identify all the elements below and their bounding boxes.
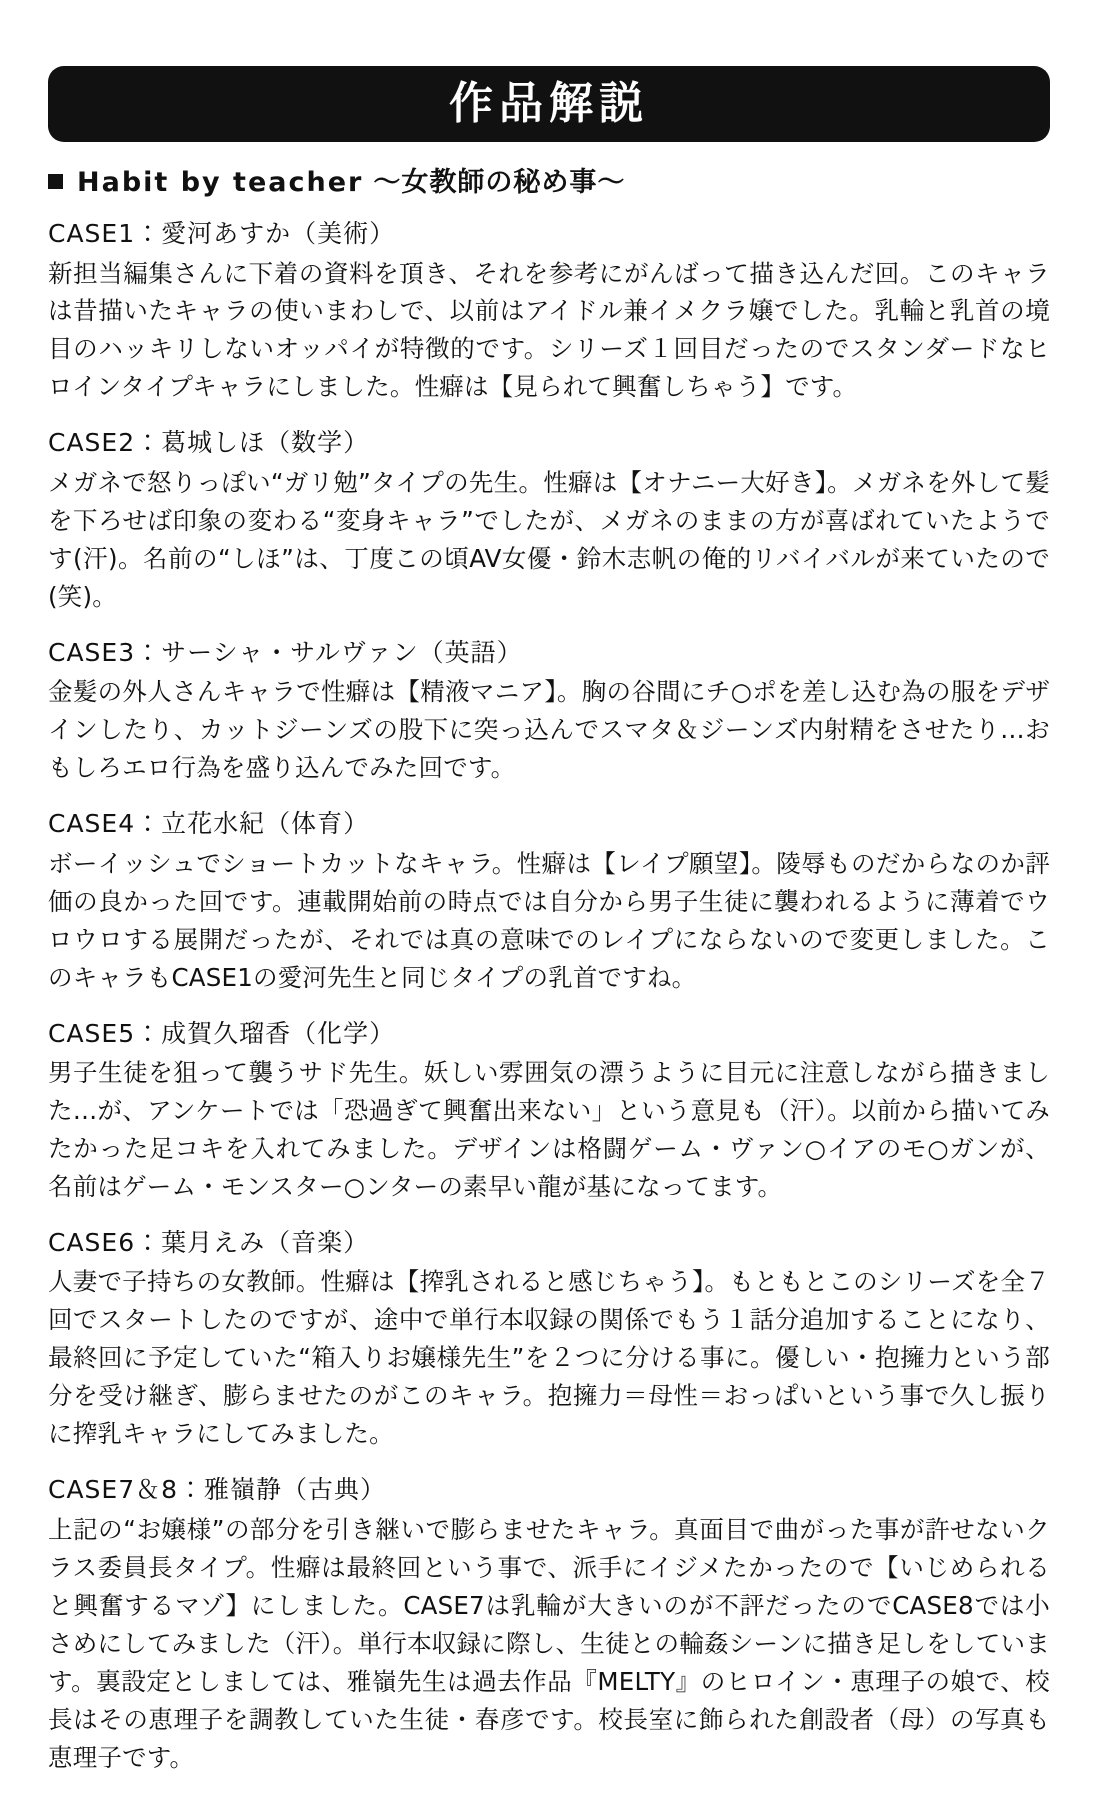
case-block — [48, 1471, 1050, 1776]
case-block — [48, 805, 1050, 996]
series-title-jp: 〜女教師の秘め事〜 — [373, 167, 626, 198]
case-title: CASE2：葛城しほ（数学） — [48, 428, 370, 458]
case-block — [48, 1224, 1050, 1453]
square-bullet-icon — [48, 174, 63, 189]
case-body: 男子生徒を狙って襲うサド先生。妖しい雰囲気の漂うように目元に注意しながら描きました…が、アンケートでは「恐過ぎて興奮出来ない」という意見も（汗）。以前から描いてみたかった足コキを入れてみました。デザインは格闘ゲーム・ヴァン○イアのモ○ガンが、名前はゲーム・モンスター○ンターの素早い龍が基になってます。 — [48, 1058, 1050, 1201]
case-body: 上記の“お嬢様”の部分を引き継いで膨らませたキャラ。真面目で曲がった事が許せないクラス委員長タイプ。性癖は最終回という事で、派手にイジメたかったので【いじめられると興奮するマゾ】にしました。CASE7は乳輪が大きいのが不評だったのでCASE8では小さめにしてみました（汗）。単行本収録に際し、生徒との輪姦シーンに描き足しをしています。裏設定としましては、雅嶺先生は過去作品『MELTY』のヒロイン・恵理子の娘で、校長はその恵理子を調教していた生徒・春彦です。校長室に飾られた創設者（母）の写真も恵理子です。 — [48, 1514, 1050, 1772]
series-heading — [48, 160, 1050, 199]
case-body: 新担当編集さんに下着の資料を頂き、それを参考にがんばって描き込んだ回。このキャラは昔描いたキャラの使いまわしで、以前はアイドル兼イメクラ嬢でした。乳輪と乳首の境目のハッキリしないオッパイが特徴的です。シリーズ１回目だったのでスタンダードなヒロインタイプキャラにしました。性癖は【見られて興奮しちゃう】です。 — [48, 258, 1051, 402]
case-block — [48, 1015, 1050, 1206]
case-block — [48, 424, 1050, 615]
case-title: CASE7＆8：雅嶺静（古典） — [48, 1475, 387, 1505]
case-title: CASE5：成賀久瑠香（化学） — [48, 1018, 396, 1048]
case-title: CASE3：サーシャ・サルヴァン（英語） — [48, 637, 523, 667]
series-title-en: Habit by teacher — [77, 167, 364, 198]
page-title: 作品解説 — [449, 78, 649, 129]
page-title-banner — [48, 66, 1050, 142]
case-body: メガネで怒りっぽい“ガリ勉”タイプの先生。性癖は【オナニー大好き】。メガネを外して髪を下ろせば印象の変わる“変身キャラ”でしたが、メガネのままの方が喜ばれていたようです(汗)。名前の“しほ”は、丁度この頃AV女優・鈴木志帆の俺的リバイバルが来ていたので(笑)。 — [48, 467, 1050, 611]
case-title: CASE4：立花水紀（体育） — [48, 809, 370, 839]
case-body: 人妻で子持ちの女教師。性癖は【搾乳されると感じちゃう】。もともとこのシリーズを全７回でスタートしたのですが、途中で単行本収録の関係でもう１話分追加することになり、最終回に予定していた“箱入りお嬢様先生”を２つに分ける事に。優しい・抱擁力という部分を受け継ぎ、膨らませたのがこのキャラ。抱擁力＝母性＝おっぱいという事で久し振りに搾乳キャラにしてみました。 — [48, 1267, 1050, 1449]
case-body: ボーイッシュでショートカットなキャラ。性癖は【レイプ願望】。陵辱ものだからなのか評価の良かった回です。連載開始前の時点では自分から男子生徒に襲われるように薄着でウロウロする展開だったが、それでは真の意味でのレイプにならないので変更しました。このキャラもCASE1の愛河先生と同じタイプの乳首ですね。 — [48, 848, 1050, 992]
case-block — [48, 634, 1050, 787]
case-title: CASE1：愛河あすか（美術） — [48, 219, 396, 248]
case-body: 金髪の外人さんキャラで性癖は【精液マニア】。胸の谷間にチ○ポを差し込む為の服をデザインしたり、カットジーンズの股下に突っ込んでスマタ＆ジーンズ内射精をさせたり…おもしろエロ行為を盛り込んでみた回です。 — [48, 677, 1050, 783]
article-content — [48, 160, 1050, 1795]
case-block — [48, 215, 1050, 406]
case-title: CASE6：葉月えみ（音楽） — [48, 1227, 370, 1257]
